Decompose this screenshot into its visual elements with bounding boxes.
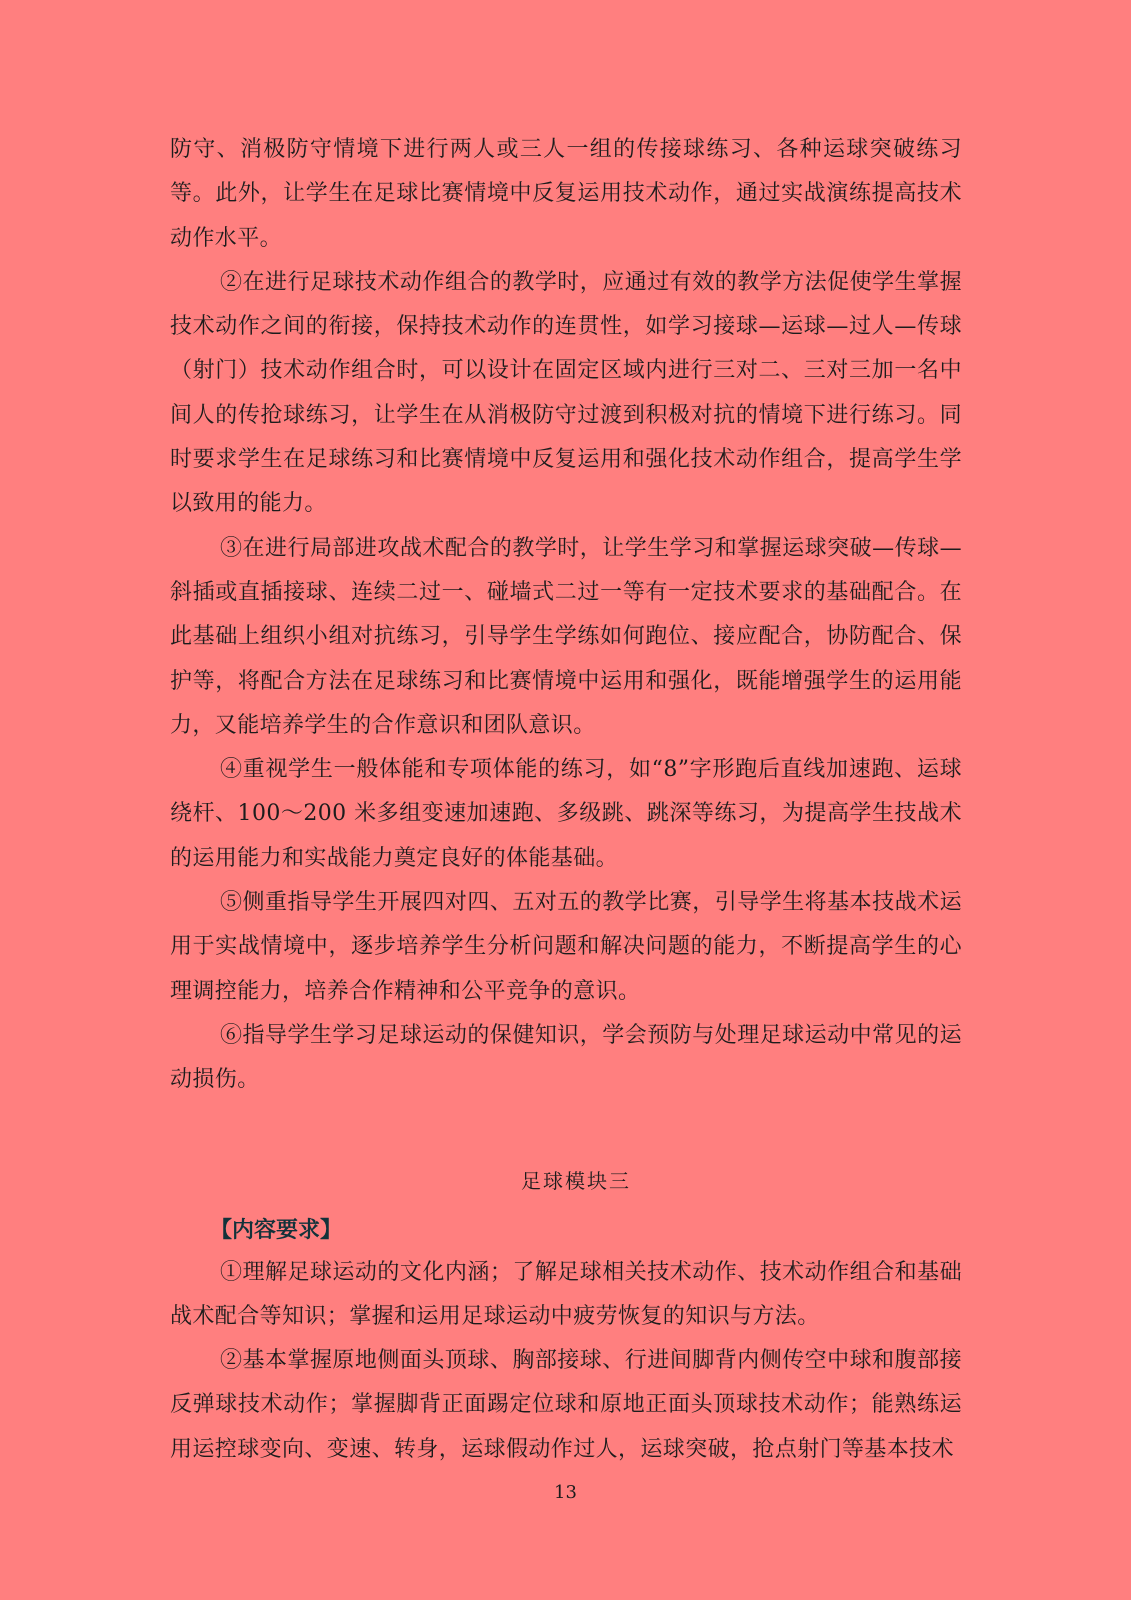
paragraph-item-4: ④重视学生一般体能和专项体能的练习，如“8”字形跑后直线加速跑、运球绕杆、100～200 米多组变速加速跑、多级跳、跳深等练习，为提高学生技战术的运用能力和实战能力奠定良好的体能基础。 bbox=[170, 757, 962, 871]
paragraph-continuation: 防守、消极防守情境下进行两人或三人一组的传接球练习、各种运球突破练习等。此外，让学生在足球比赛情境中反复运用技术动作，通过实战演练提高技术动作水平。 bbox=[170, 137, 962, 251]
paragraph-item-3: ③在进行局部进攻战术配合的教学时，让学生学习和掌握运球突破—传球—斜插或直插接球、连续二过一、碰墙式二过一等有一定技术要求的基础配合。在此基础上组织小组对抗练习，引导学生学练如何跑位、接应配合，协防配合、保护等，将配合方法在足球练习和比赛情境中运用和强化，既能增强学生的运用能力，又能培养学生的合作意识和团队意识。 bbox=[170, 535, 962, 738]
section-title: 足球模块三 bbox=[521, 1168, 631, 1193]
requirement-item-2: ②基本掌握原地侧面头顶球、胸部接球、行进间脚背内侧传空中球和腹部接反弹球技术动作；掌握脚背正面踢定位球和原地正面头顶球技术动作；能熟练运用运控球变向、变速、转身，运球假动作过人，运球突破，抢点射门等基本技术 bbox=[170, 1348, 962, 1462]
content-requirements-label: 【内容要求】 bbox=[210, 1217, 343, 1243]
paragraph-item-5: ⑤侧重指导学生开展四对四、五对五的教学比赛，引导学生将基本技战术运用于实战情境中，逐步培养学生分析问题和解决问题的能力，不断提高学生的心理调控能力，培养合作精神和公平竞争的意识。 bbox=[170, 890, 962, 1004]
page-number: 13 bbox=[554, 1482, 577, 1503]
document-body bbox=[170, 128, 962, 1472]
requirement-item-1: ①理解足球运动的文化内涵；了解足球相关技术动作、技术动作组合和基础战术配合等知识；掌握和运用足球运动中疲劳恢复的知识与方法。 bbox=[170, 1259, 962, 1329]
paragraph-item-2: ②在进行足球技术动作组合的教学时，应通过有效的教学方法促使学生掌握技术动作之间的衔接，保持技术动作的连贯性，如学习接球—运球—过人—传球（射门）技术动作组合时，可以设计在固定区域内进行三对二、三对三加一名中间人的传抢球练习，让学生在从消极防守过渡到积极对抗的情境下进行练习。同时要求学生在足球练习和比赛情境中反复运用和强化技术动作组合，提高学生学以致用的能力。 bbox=[170, 269, 962, 517]
paragraph-item-6: ⑥指导学生学习足球运动的保健知识，学会预防与处理足球运动中常见的运动损伤。 bbox=[170, 1022, 962, 1093]
